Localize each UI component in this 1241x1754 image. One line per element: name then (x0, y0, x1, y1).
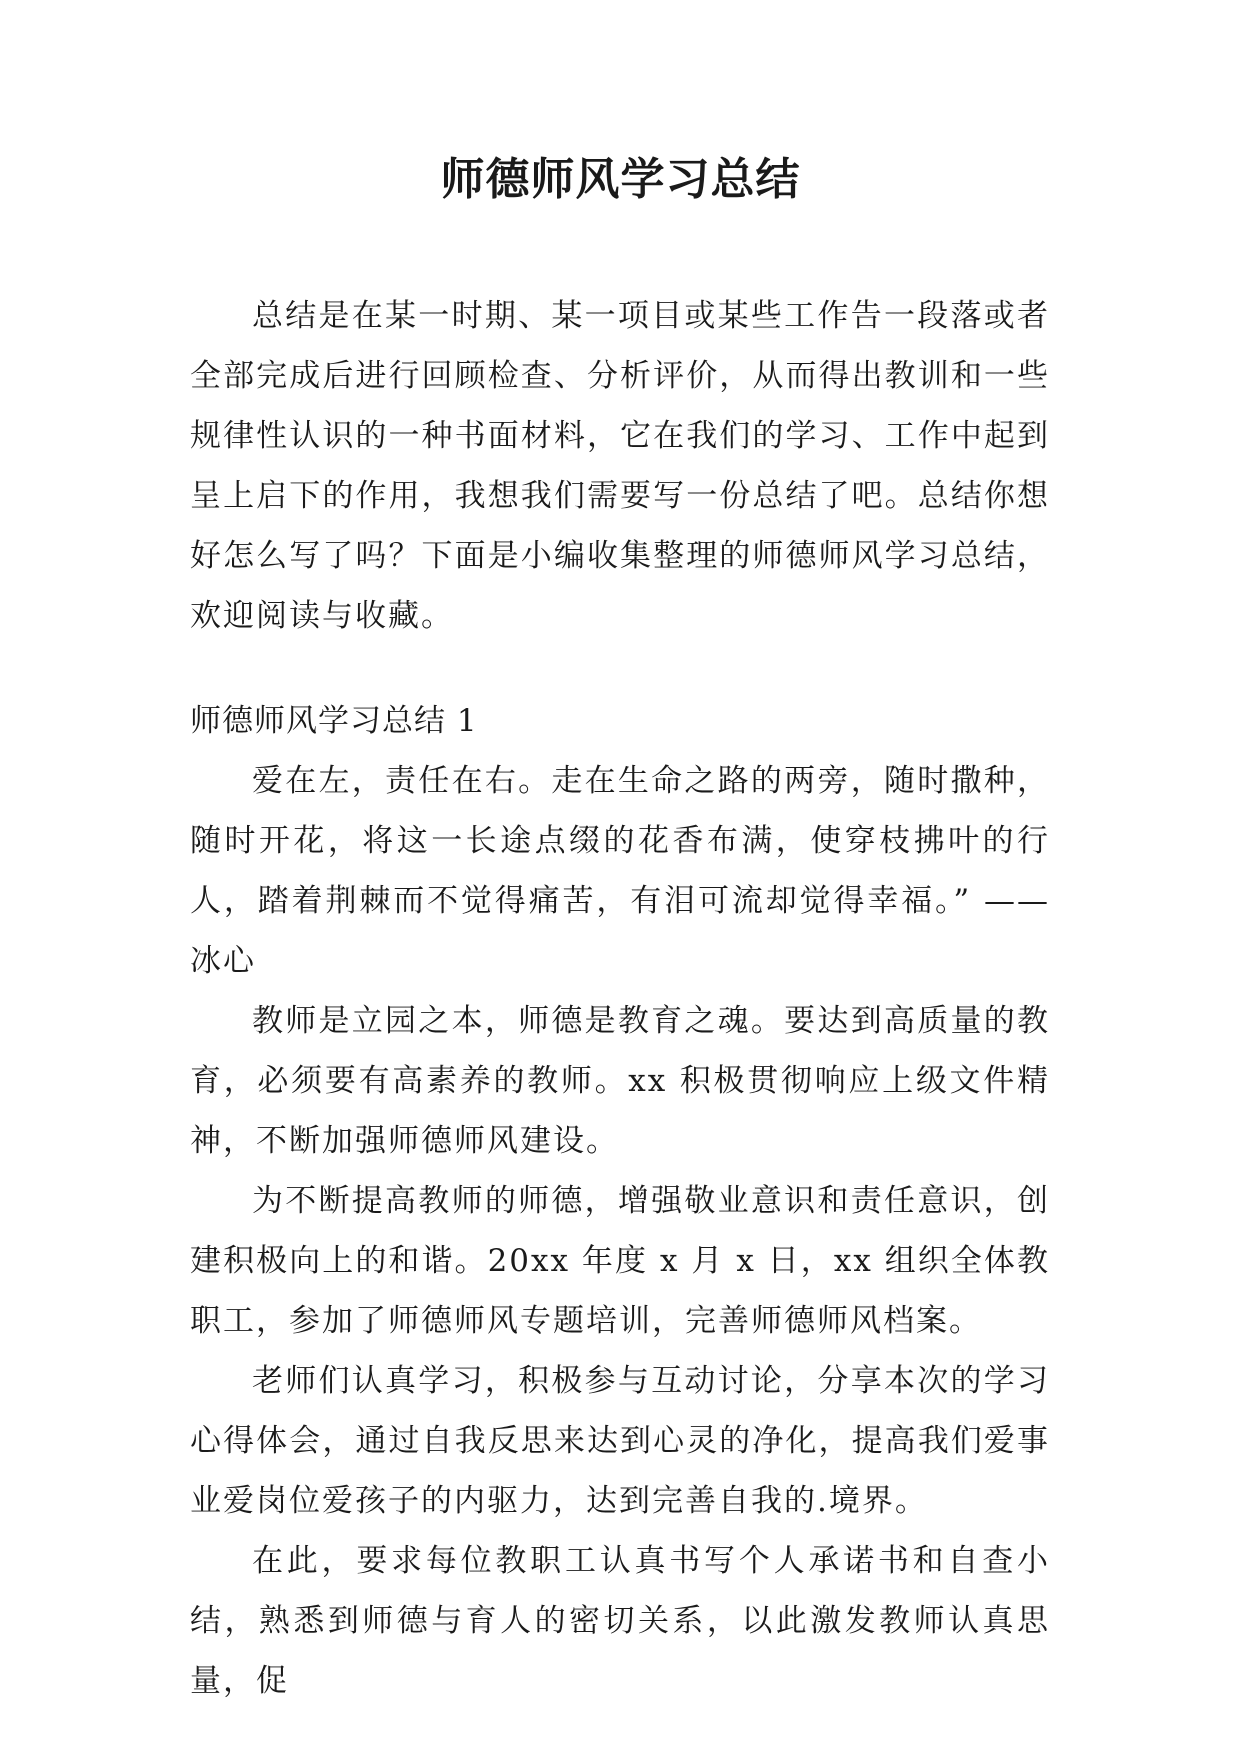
section-paragraph: 老师们认真学习，积极参与互动讨论，分享本次的学习心得体会，通过自我反思来达到心灵的净化，提高我们爱事业爱岗位爱孩子的内驱力，达到完善自我的.境界。 (190, 1363, 1050, 1519)
section-paragraph: 为不断提高教师的师德，增强敬业意识和责任意识，创建积极向上的和谐。20xx 年度 x 月 x 日，xx 组织全体教职工，参加了师德师风专题培训，完善师德师风档案。 (190, 1183, 1050, 1339)
section-paragraph: 在此，要求每位教职工认真书写个人承诺书和自查小结，熟悉到师德与育人的密切关系，以此激发教师认真思量，促 (190, 1543, 1050, 1699)
intro-paragraph: 总结是在某一时期、某一项目或某些工作告一段落或者全部完成后进行回顾检查、分析评价，从而得出教训和一些规律性认识的一种书面材料，它在我们的学习、工作中起到呈上启下的作用，我想我们需要写一份总结了吧。总结你想好怎么写了吗？下面是小编收集整理的师德师风学习总结，欢迎阅读与收藏。 (190, 298, 1050, 634)
section-1 (190, 691, 1050, 1711)
section-paragraph-quote: 爱在左，责任在右。走在生命之路的两旁，随时撒种，随时开花，将这一长途点缀的花香布满，使穿枝拂叶的行人，踏着荆棘而不觉得痛苦，有泪可流却觉得幸福。” ——冰心 (190, 763, 1050, 979)
section-paragraph: 教师是立园之本，师德是教育之魂。要达到高质量的教育，必须要有高素养的教师。xx 积极贯彻响应上级文件精神，不断加强师德师风建设。 (190, 1003, 1050, 1159)
document-title: 师德师风学习总结 (440, 154, 801, 205)
section-heading: 师德师风学习总结 1 (190, 703, 478, 739)
intro-block (190, 286, 1050, 646)
